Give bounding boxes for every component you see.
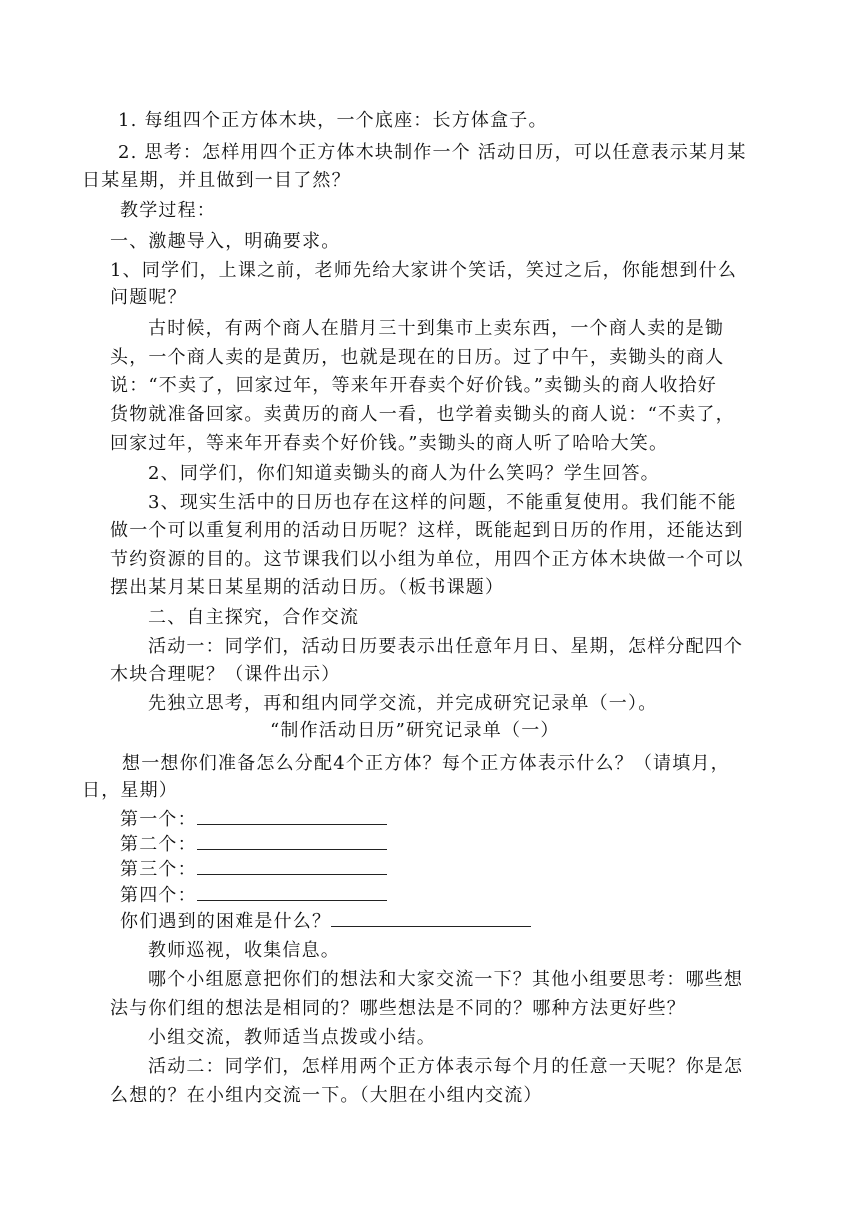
story-line-2: 头，一个商人卖的是黄历，也就是现在的日历。过了中午，卖锄头的商人 xyxy=(110,347,725,368)
cube-1-blank[interactable] xyxy=(197,806,387,825)
section-2-title: 二、自主探究，合作交流 xyxy=(148,607,360,628)
intro-line-1: 1、同学们，上课之前，老师先给大家讲个笑话，笑过之后，你能想到什么 xyxy=(110,260,738,281)
group-exchange: 小组交流，教师适当点拨或小结。 xyxy=(148,1027,436,1048)
cube-1-label: 第一个： xyxy=(120,809,197,830)
difficulty-row xyxy=(120,908,531,935)
cube-2-blank[interactable] xyxy=(197,831,387,850)
question-2: 2、同学们，你们知道卖锄头的商人为什么笑吗？学生回答。 xyxy=(148,463,660,484)
materials-line-1: 1. 每组四个正方体木块，一个底座：长方体盒子。 xyxy=(118,110,548,131)
cube-3-label: 第三个： xyxy=(120,859,197,880)
question-3-line-1: 3、现实生活中的日历也存在这样的问题，不能重复使用。我们能不能 xyxy=(148,492,737,513)
materials-line-3: 日某星期，并且做到一目了然？ xyxy=(82,170,351,191)
cube-1-row xyxy=(120,806,387,833)
activity-2-line-2: 么想的？在小组内交流一下。（大胆在小组内交流） xyxy=(110,1085,543,1106)
question-3-line-3: 节约资源的目的。这节课我们以小组为单位，用四个正方体木块做一个可以 xyxy=(110,549,744,570)
difficulty-label: 你们遇到的困难是什么？ xyxy=(120,911,332,932)
cube-3-row xyxy=(120,856,387,883)
cube-4-row xyxy=(120,882,387,909)
share-line-1: 哪个小组愿意把你们的想法和大家交流一下？其他小组要思考：哪些想 xyxy=(148,969,744,990)
story-line-3: 说：“不卖了，回家过年，等来年开春卖个好价钱。”卖锄头的商人收拾好 xyxy=(110,375,718,396)
question-3-line-4: 摆出某月某日某星期的活动日历。（板书课题） xyxy=(110,577,505,598)
cube-3-blank[interactable] xyxy=(197,856,387,875)
record-question-line-1: 想一想你们准备怎么分配4个正方体？每个正方体表示什么？（请填月， xyxy=(122,753,730,774)
record-question-line-2: 日，星期） xyxy=(82,780,178,801)
intro-line-2: 问题呢？ xyxy=(110,287,187,308)
think-first: 先独立思考，再和组内同学交流，并完成研究记录单（一）。 xyxy=(148,693,658,714)
share-line-2: 法与你们组的想法是相同的？哪些想法是不同的？哪种方法更好些？ xyxy=(110,998,686,1019)
process-heading: 教学过程： xyxy=(120,200,216,221)
cube-2-row xyxy=(120,831,387,858)
activity-2-line-1: 活动二：同学们，怎样用两个正方体表示每个月的任意一天呢？你是怎 xyxy=(148,1056,744,1077)
cube-4-blank[interactable] xyxy=(197,882,387,901)
materials-line-2: 2. 思考：怎样用四个正方体木块制作一个 活动日历，可以任意表示某月某 xyxy=(118,142,747,163)
story-line-1: 古时候，有两个商人在腊月三十到集市上卖东西，一个商人卖的是锄 xyxy=(148,318,724,339)
story-line-4: 货物就准备回家。卖黄历的商人一看，也学着卖锄头的商人说：“不卖了， xyxy=(110,404,735,425)
cube-2-label: 第二个： xyxy=(120,834,197,855)
question-3-line-2: 做一个可以重复利用的活动日历呢？这样，既能起到日历的作用，还能达到 xyxy=(110,520,744,541)
section-1-title: 一、激趣导入，明确要求。 xyxy=(110,231,341,252)
cube-4-label: 第四个： xyxy=(120,885,197,906)
difficulty-blank[interactable] xyxy=(331,908,531,927)
record-sheet-title: “制作活动日历”研究记录单（一） xyxy=(270,720,560,741)
story-line-5: 回家过年，等来年开春卖个好价钱。”卖锄头的商人听了哈哈大笑。 xyxy=(110,433,669,454)
activity-1-line-1: 活动一：同学们，活动日历要表示出任意年月日、星期，怎样分配四个 xyxy=(148,636,744,657)
teacher-patrol: 教师巡视，收集信息。 xyxy=(148,940,340,961)
activity-1-line-2: 木块合理呢？（课件出示） xyxy=(110,664,341,685)
